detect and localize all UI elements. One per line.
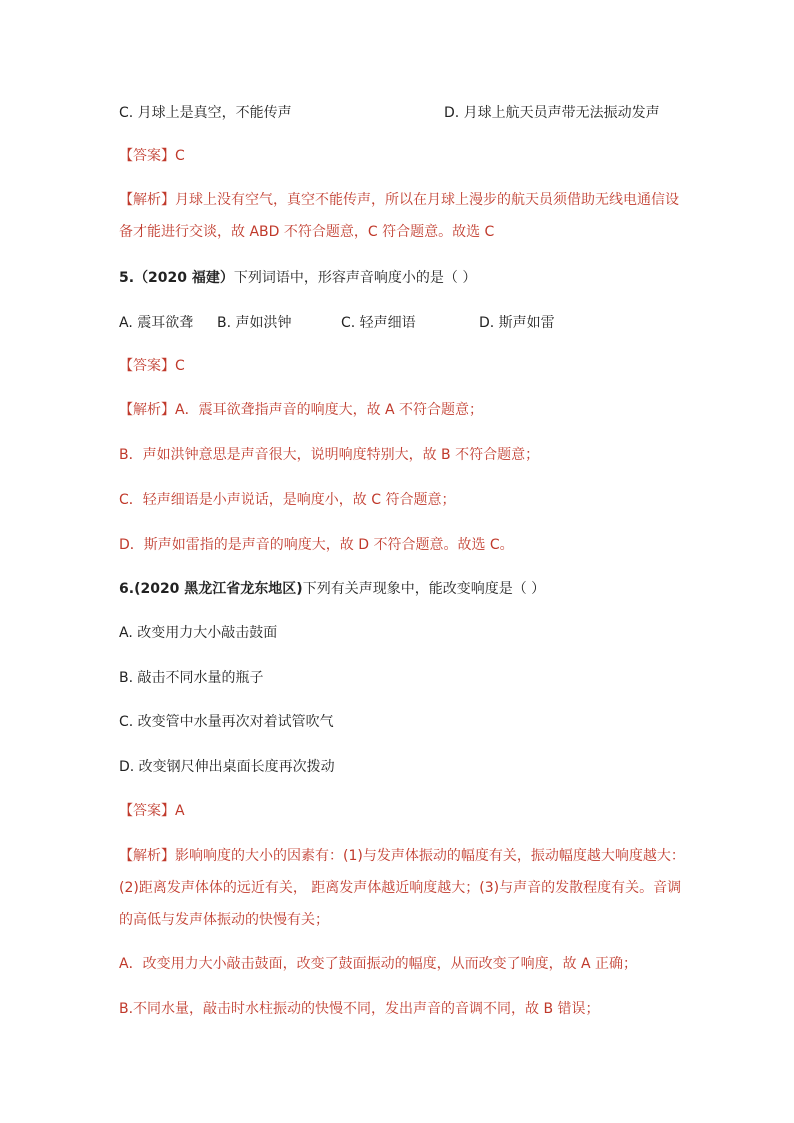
q6-option-c: C. 改变管中水量再次对着试管吹气	[119, 714, 334, 730]
analysis-text: 影响响度的大小的因素有：(1)与发声体振动的幅度有关，振动幅度越大响度越大：	[175, 848, 685, 864]
q4-option-c: C. 月球上是真空，不能传声	[119, 105, 292, 121]
q5-option-a: A. 震耳欲聋	[119, 315, 194, 331]
q6-stem	[119, 579, 545, 599]
q4-analysis-line2: 备才能进行交谈，故 ABD 不符合题意，C 符合题意。故选 C	[119, 224, 495, 240]
q5-analysis-a	[119, 400, 483, 420]
question-number: 6.	[119, 581, 135, 597]
answer-label: 【答案】	[119, 358, 175, 374]
q5-answer	[119, 356, 185, 376]
q5-analysis-c: C．轻声细语是小声说话，是响度小，故 C 符合题意；	[119, 492, 456, 508]
q4-option-d: D. 月球上航天员声带无法振动发声	[444, 105, 660, 121]
question-source: （2020 福建）	[134, 270, 234, 286]
q6-answer	[119, 801, 185, 821]
q5-analysis-d: D．斯声如雷指的是声音的响度大，故 D 不符合题意。故选 C。	[119, 537, 514, 553]
answer-value: C	[175, 358, 185, 374]
q5-option-b: B. 声如洪钟	[217, 315, 292, 331]
analysis-text: A．震耳欲聋指声音的响度大，故 A 不符合题意；	[175, 402, 484, 418]
answer-label: 【答案】	[119, 148, 175, 164]
q4-answer	[119, 146, 185, 166]
analysis-text: 月球上没有空气，真空不能传声，所以在月球上漫步的航天员须借助无线电通信设	[175, 192, 679, 208]
q6-analysis-b: B.不同水量，敲击时水柱振动的快慢不同，发出声音的音调不同，故 B 错误；	[119, 1001, 600, 1017]
q6-analysis-line1	[119, 846, 685, 866]
q6-option-b: B. 敲击不同水量的瓶子	[119, 670, 264, 686]
q4-analysis-line1	[119, 190, 679, 210]
q6-option-d: D. 改变钢尺伸出桌面长度再次拨动	[119, 759, 335, 775]
analysis-label: 【解析】	[119, 192, 175, 208]
answer-label: 【答案】	[119, 803, 175, 819]
question-number: 5.	[119, 270, 135, 286]
q6-analysis-line3: 的高低与发声体振动的快慢有关；	[119, 912, 329, 928]
answer-value: A	[175, 803, 185, 819]
q5-analysis-b: B．声如洪钟意思是声音很大，说明响度特别大，故 B 不符合题意；	[119, 447, 540, 463]
q5-stem	[119, 268, 476, 288]
q5-option-d: D. 斯声如雷	[479, 315, 555, 331]
analysis-label: 【解析】	[119, 848, 175, 864]
question-text: 下列有关声现象中，能改变响度是（ ）	[302, 581, 546, 597]
q6-analysis-line2: (2)距离发声体体的远近有关， 距离发声体越近响度越大；(3)与声音的发散程度有关。音调	[119, 880, 682, 896]
q5-option-c: C. 轻声细语	[341, 315, 416, 331]
question-source: (2020 黑龙江省龙东地区)	[134, 581, 303, 597]
q6-analysis-a: A．改变用力大小敲击鼓面，改变了鼓面振动的幅度，从而改变了响度，故 A 正确；	[119, 956, 638, 972]
question-text: 下列词语中，形容声音响度小的是（ ）	[233, 270, 477, 286]
answer-value: C	[175, 148, 185, 164]
analysis-label: 【解析】	[119, 402, 175, 418]
q6-option-a: A. 改变用力大小敲击鼓面	[119, 625, 278, 641]
